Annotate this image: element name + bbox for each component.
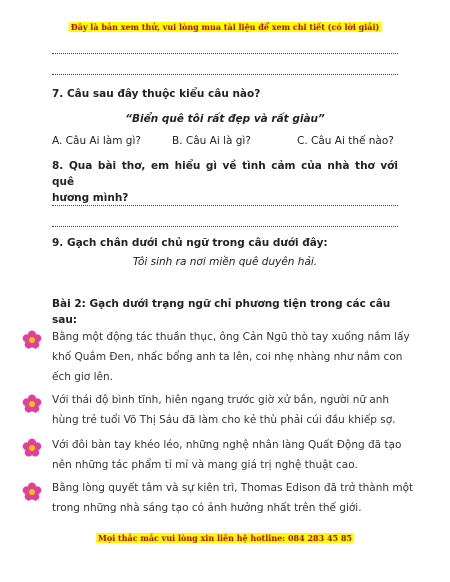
sentence-line: hùng trẻ tuổi Võ Thị Sáu đã làm cho kẻ thù phải cúi đầu khiếp sợ.: [52, 414, 396, 426]
option-b: B. Câu Ai là gì?: [172, 135, 251, 147]
question-7-title: 7. Câu sau đây thuộc kiểu câu nào?: [52, 88, 261, 100]
bai-2-line: sau:: [52, 314, 78, 326]
sentence-line: trong những nhà sáng tạo có ảnh hưởng nhất trên thế giới.: [52, 502, 362, 514]
flower-icon: [22, 482, 42, 502]
answer-line: [52, 73, 398, 75]
bai-2-line: Bài 2: Gạch dưới trạng ngữ chỉ phương tiện trong các câu: [52, 298, 391, 310]
flower-icon: [22, 394, 42, 414]
list-item: [52, 327, 410, 387]
list-item: [52, 435, 402, 475]
list-item: [52, 390, 402, 430]
answer-line: [52, 225, 398, 227]
preview-notice: Đây là bản xem thử, vui lòng mua tài liệu để xem chi tiết (có lời giải): [70, 22, 380, 32]
sentence-line: khố Quắm Đen, nhấc bổng anh ta lên, coi nhẹ nhàng như nắm con: [52, 351, 403, 363]
sentence-line: ếch giơ lên.: [52, 371, 113, 383]
sentence-line: Với thái độ bình tĩnh, hiên ngang trước giờ xử bắn, người nữ anh: [52, 394, 390, 406]
list-item: [52, 478, 414, 518]
option-a: A. Câu Ai làm gì?: [52, 135, 141, 147]
question-9-title: 9. Gạch chân dưới chủ ngữ trong câu dưới đây:: [52, 237, 328, 249]
answer-line: [52, 52, 398, 54]
question-7-sentence: “Biển quê tôi rất đẹp và rất giàu”: [125, 113, 325, 125]
answer-line: [52, 204, 398, 206]
bai-2-title: [52, 296, 398, 328]
flower-icon: [22, 438, 42, 458]
sentence-line: Bằng một động tác thuần thục, ông Cản Ngũ thò tay xuống nắm lấy: [52, 331, 410, 343]
question-9-sentence: Tôi sinh ra nơi miền quê duyên hải.: [132, 256, 318, 268]
option-c: C. Câu Ai thế nào?: [297, 135, 394, 147]
question-8-title: [52, 158, 398, 206]
flower-icon: [22, 330, 42, 350]
question-8-line: 8. Qua bài thơ, em hiểu gì về tình cảm của nhà thơ với quê: [52, 160, 398, 188]
sentence-line: nên những tác phẩm tỉ mỉ và mang giá trị nghệ thuật cao.: [52, 459, 358, 471]
contact-notice: Mọi thắc mắc vui lòng xin liên hệ hotline: 084 283 45 85: [98, 533, 352, 543]
sentence-line: Bằng lòng quyết tâm và sự kiên trì, Thomas Edison đã trở thành một: [52, 482, 414, 494]
sentence-line: Với đôi bàn tay khéo léo, những nghệ nhân làng Quất Động đã tạo: [52, 439, 402, 451]
question-8-line: hương mình?: [52, 192, 129, 204]
